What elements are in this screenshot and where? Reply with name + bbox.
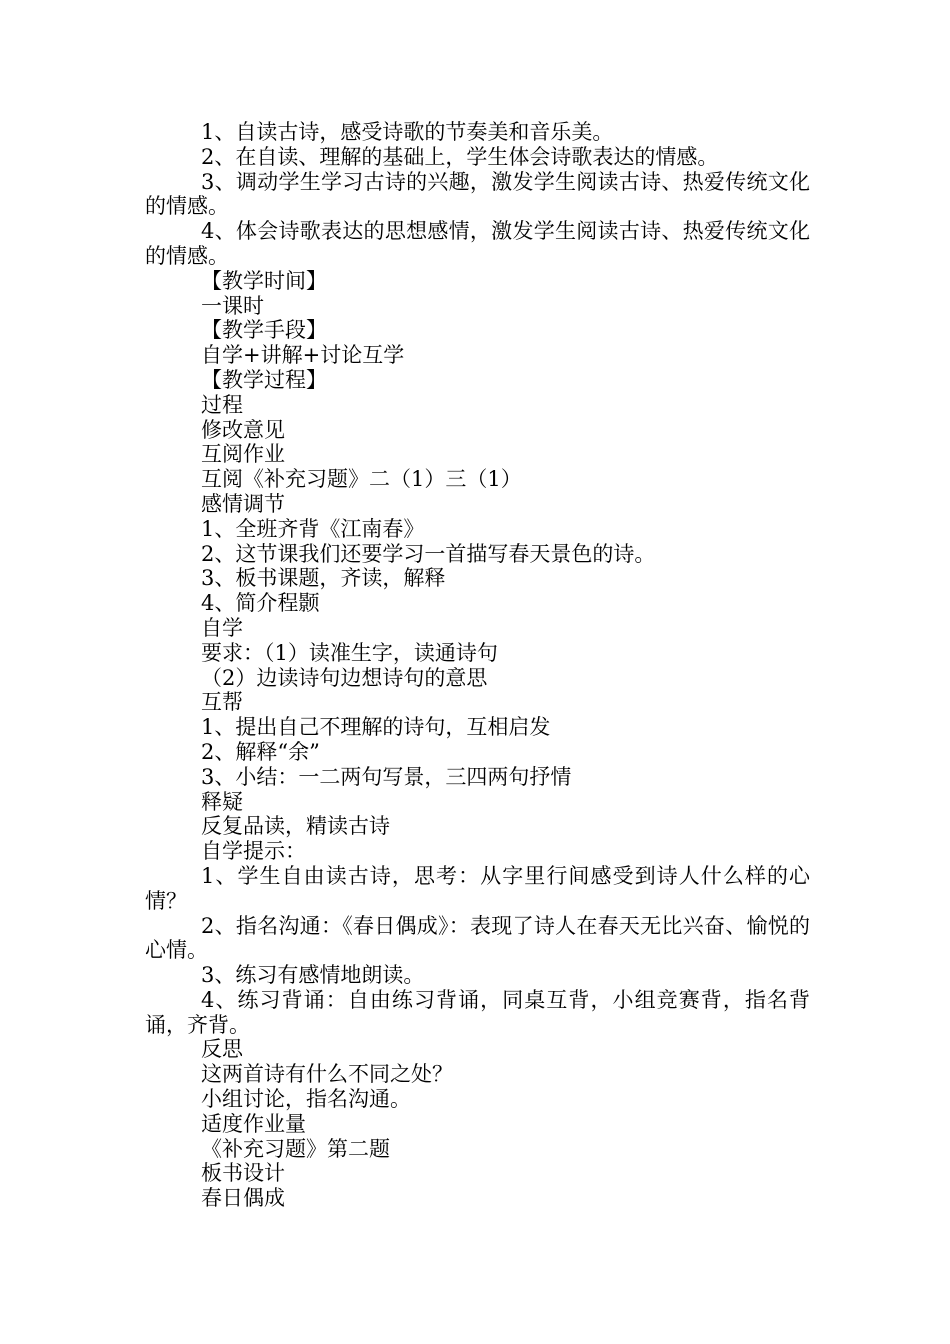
objective-4: 4、体会诗歌表达的思想感情，激发学生阅读古诗、热爱传统文化的情感。 bbox=[145, 219, 810, 268]
heading-teaching-time: 【教学时间】 bbox=[201, 268, 327, 293]
text-line: 春日偶成 bbox=[201, 1186, 285, 1211]
text-line: 3、小结：一二两句写景，三四两句抒情 bbox=[201, 764, 572, 789]
text-line: 过程 bbox=[201, 392, 243, 417]
text-line: 一课时 bbox=[201, 293, 264, 318]
text-line: 4、简介程颢 bbox=[201, 591, 320, 616]
text-line: 反思 bbox=[201, 1037, 243, 1062]
text-line: 板书设计 bbox=[201, 1161, 285, 1186]
text-line: 2、解释“余” bbox=[201, 739, 320, 764]
heading-teaching-means: 【教学手段】 bbox=[201, 318, 327, 343]
objective-2: 2、在自读、理解的基础上，学生体会诗歌表达的情感。 bbox=[201, 144, 719, 169]
prompt-4: 4、练习背诵：自由练习背诵，同桌互背，小组竞赛背，指名背诵，齐背。 bbox=[145, 987, 810, 1037]
text-line: 释疑 bbox=[201, 789, 243, 814]
text-line: 3、板书课题，齐读，解释 bbox=[201, 566, 446, 591]
text-line: 小组讨论，指名沟通。 bbox=[201, 1087, 411, 1112]
text-line: 要求：（1）读准生字，读通诗句 bbox=[201, 640, 498, 665]
text-line: 感情调节 bbox=[201, 491, 285, 516]
text-line: 互阅作业 bbox=[201, 442, 285, 467]
text-line: 1、提出自己不理解的诗句，互相启发 bbox=[201, 715, 551, 740]
text-line: 2、这节课我们还要学习一首描写春天景色的诗。 bbox=[201, 541, 656, 566]
prompt-3: 3、练习有感情地朗读。 bbox=[201, 963, 425, 988]
document-body bbox=[145, 120, 810, 1211]
heading-teaching-process: 【教学过程】 bbox=[201, 367, 327, 392]
text-line: 自学+讲解+讨论互学 bbox=[201, 343, 405, 368]
text-line: 适度作业量 bbox=[201, 1111, 306, 1136]
text-line: （2）边读诗句边想诗句的意思 bbox=[201, 665, 488, 690]
text-line: 1、全班齐背《江南春》 bbox=[201, 516, 425, 541]
text-line: 互帮 bbox=[201, 690, 243, 715]
prompt-2: 2、指名沟通：《春日偶成》：表现了诗人在春天无比兴奋、愉悦的心情。 bbox=[145, 913, 810, 963]
objective-1: 1、自读古诗，感受诗歌的节奏美和音乐美。 bbox=[201, 120, 614, 144]
text-line: 修改意见 bbox=[201, 417, 285, 442]
text-line: 这两首诗有什么不同之处？ bbox=[201, 1062, 453, 1087]
prompt-1: 1、学生自由读古诗，思考：从字里行间感受到诗人什么样的心情？ bbox=[145, 863, 810, 913]
text-line: 反复品读，精读古诗 bbox=[201, 814, 390, 839]
text-line: 互阅《补充习题》二（1）三（1） bbox=[201, 467, 522, 492]
text-line: 自学提示： bbox=[201, 839, 306, 864]
text-line: 《补充习题》第二题 bbox=[201, 1136, 390, 1161]
text-line: 自学 bbox=[201, 615, 243, 640]
objective-3: 3、调动学生学习古诗的兴趣，激发学生阅读古诗、热爱传统文化的情感。 bbox=[145, 169, 810, 219]
